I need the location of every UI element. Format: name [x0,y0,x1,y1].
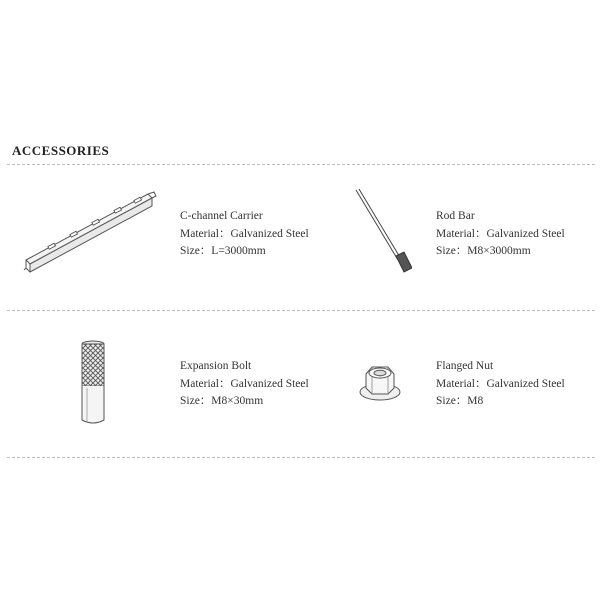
product-info [180,358,309,411]
product-name: Rod Bar [436,210,475,222]
product-info [180,208,309,261]
divider [7,164,595,165]
section-title: ACCESSORIES [12,143,110,158]
rod-bar-icon [350,186,412,282]
divider [7,310,595,311]
product-size: Size：L=3000mm [180,245,266,257]
product-material: Material：Galvanized Steel [180,227,309,240]
product-name: C-channel Carrier [180,210,263,222]
product-material: Material：Galvanized Steel [436,227,565,240]
product-size: Size：M8×3000mm [436,245,531,257]
product-size: Size：M8×30mm [180,395,264,407]
flanged-nut-icon [358,362,402,404]
expansion-bolt-icon [78,338,108,428]
product-info [436,208,565,261]
c-channel-carrier-icon [18,186,158,278]
product-info [436,358,565,411]
product-material: Material：Galvanized Steel [436,377,565,390]
divider [7,457,595,458]
product-name: Expansion Bolt [180,360,252,372]
product-size: Size：M8 [436,395,484,407]
product-material: Material：Galvanized Steel [180,377,309,390]
product-name: Flanged Nut [436,360,494,372]
